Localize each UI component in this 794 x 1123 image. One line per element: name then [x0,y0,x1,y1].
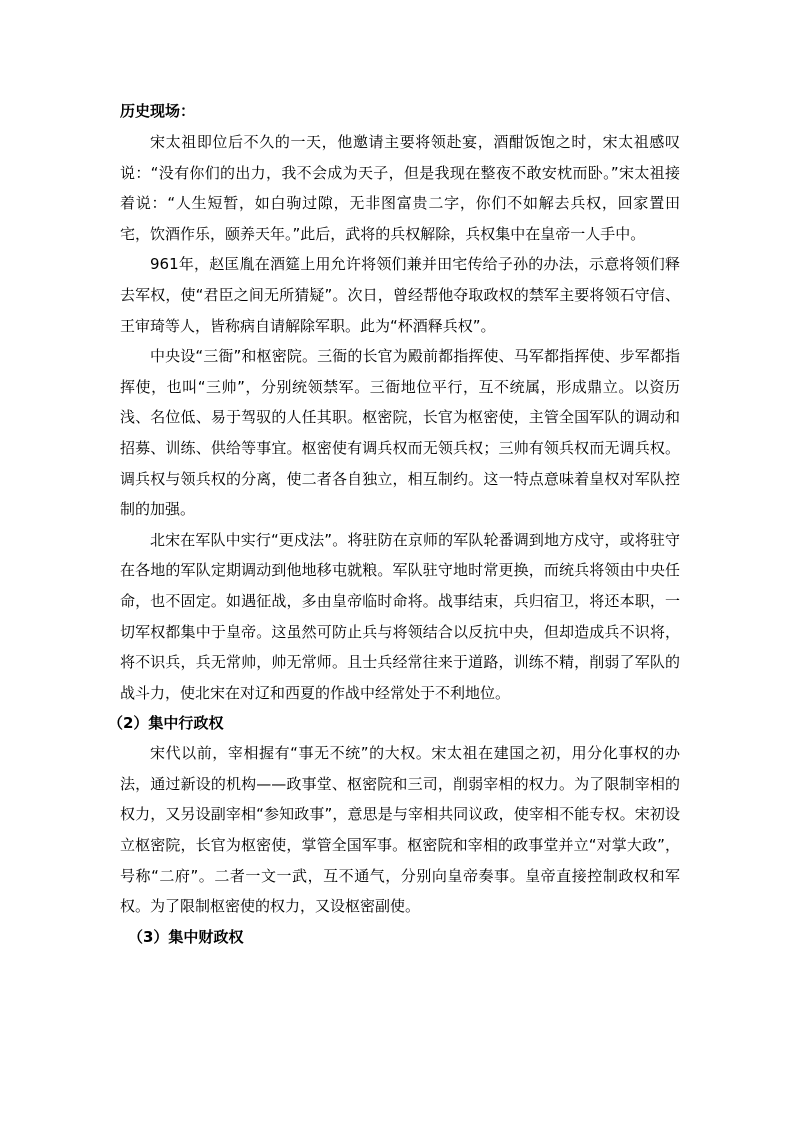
section-heading-history-scene: 历史现场： [120,102,196,120]
section-heading-administrative-power: （2）集中行政权 [108,714,224,733]
paragraph-cup-of-wine: 961年，赵匡胤在酒筵上用允许将领们兼并田宅传给子孙的办法，示意将领们释去军权，使“君臣之间无所猜疑”。次日，曾经帮他夺取政权的禁军主要将领石守信、王审琦等人，皆称病自请解除军职。此为“杯酒释兵权”。 [120,255,680,335]
paragraph-banquet: 宋太祖即位后不久的一天，他邀请主要将领赴宴，酒酣饭饱之时，宋太祖感叹说：“没有你们的出力，我不会成为天子，但是我现在整夜不敢安枕而卧。”宋太祖接着说：“人生短暂，如白驹过隙，无非图富贵二字，你们不如解去兵权，回家置田宅，饮酒作乐，颐养天年。”此后，武将的兵权解除，兵权集中在皇帝一人手中。 [120,133,680,243]
document-page [108,98,680,952]
paragraph-chancellor-power: 宋代以前，宰相握有“事无不统”的大权。宋太祖在建国之初，用分化事权的办法，通过新设的机构——政事堂、枢密院和三司，削弱宰相的权力。为了限制宰相的权力，又另设副宰相“参知政事”，意思是与宰相共同议政，使宰相不能专权。宋初设立枢密院，长官为枢密使，掌管全国军事。枢密院和宰相的政事堂并立“对掌大政”，号称“二府”。二者一文一武，互不通气，分别向皇帝奏事。皇帝直接控制政权和军权。为了限制枢密使的权力，又设枢密副使。 [120,744,680,916]
section-heading-financial-power: （3）集中财政权 [128,927,244,946]
paragraph-three-commands: 中央设“三衙”和枢密院。三衙的长官为殿前都指挥使、马军都指挥使、步军都指挥使，也叫“三帅”，分别统领禁军。三衙地位平行，互不统属，形成鼎立。以资历浅、名位低、易于驾驭的人任其职。枢密院，长官为枢密使，主管全国军队的调动和招募、训练、供给等事宜。枢密使有调兵权而无领兵权；三帅有领兵权而无调兵权。调兵权与领兵权的分离，使二者各自独立，相互制约。这一特点意味着皇权对军队控制的加强。 [120,347,680,519]
paragraph-rotation-system: 北宋在军队中实行“更戍法”。将驻防在京师的军队轮番调到地方戍守，或将驻守在各地的军队定期调动到他地移屯就粮。军队驻守地时常更换，而统兵将领由中央任命，也不固定。如遇征战，多由皇帝临时命将。战事结束，兵归宿卫，将还本职，一切军权都集中于皇帝。这虽然可防止兵与将领结合以反抗中央，但却造成兵不识将，将不识兵，兵无常帅，帅无常师。且士兵经常往来于道路，训练不精，削弱了军队的战斗力，使北宋在对辽和西夏的作战中经常处于不利地位。 [120,530,680,702]
